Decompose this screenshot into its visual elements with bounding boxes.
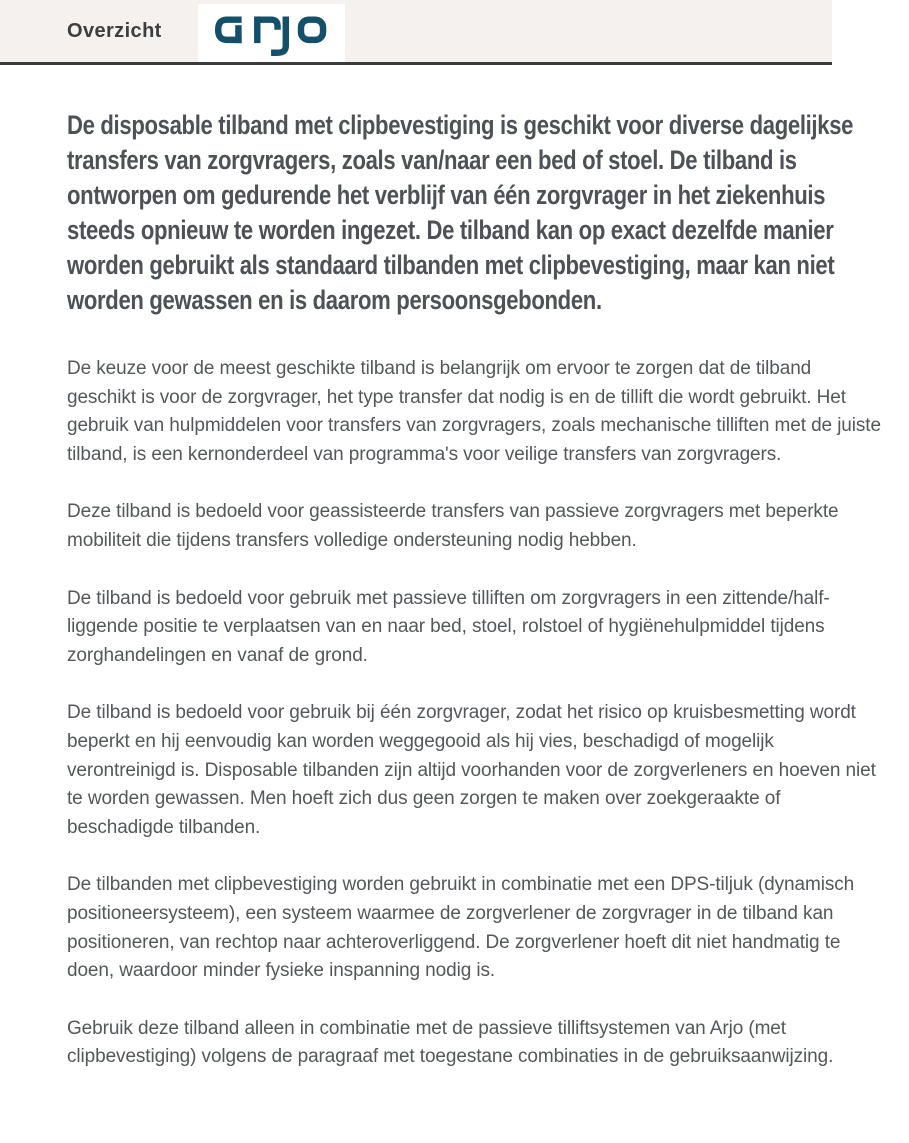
body-copy [67, 355, 909, 1072]
top-bar [0, 0, 832, 65]
paragraph-single-patient: De tilband is bedoeld voor gebruik bij één zorgvrager, zodat het risico op kruisbesmetting wordt beperkt en hij eenvoudig kan worden weggegooid als hij vies, beschadigd of mogelijk verontreinigd is. Disposable tilbanden zijn altijd voorhanden voor de zorgverleners en hoeven niet te worden gewassen. Men hoeft zich dus geen zorgen te maken over zoekgeraakte of beschadigde tilbanden. [67, 702, 876, 838]
paragraph-combination-note: Gebruik deze tilband alleen in combinatie met de passieve tilliftsystemen van Arjo (met clipbevestiging) volgens de paragraaf met toegestane combinaties in de gebruiksaanwijzing. [67, 1017, 834, 1068]
intro-heading: De disposable tilband met clipbevestiging is geschikt voor diverse dagelijkse transfers van zorgvragers, zoals van/naar een bed of stoel. De tilband is ontworpen om gedurende het verblijf van één zorgvrager in het ziekenhuis steeds opnieuw te worden ingezet. De tilband kan op exact dezelfde manier worden gebruikt als standaard tilbanden met clipbevestiging, maar kan niet worden gewassen en is daarom persoonsgebonden. [67, 110, 854, 315]
paragraph-sling-choice: De keuze voor de meest geschikte tilband is belangrijk om ervoor te zorgen dat de tilband geschikt is voor de zorgvrager, het type transfer dat nodig is en de tillift die wordt gebruikt. Het gebruik van hulpmiddelen voor transfers van zorgvragers, zoals mechanische tilliften met de juiste tilband, is een kernonderdeel van programma's voor veilige transfers van zorgvragers. [67, 358, 881, 465]
content [67, 65, 909, 1072]
arjo-logo[interactable] [198, 4, 345, 62]
paragraph-passive-lifts: De tilband is bedoeld voor gebruik met passieve tilliften om zorgvragers in een zittende/half-liggende positie te verplaatsen van en naar bed, stoel, rolstoel of hygiënehulpmiddel tijdens zorghandelingen en vanaf de grond. [67, 587, 830, 666]
arjo-logo-mark [213, 10, 331, 56]
nav-item-overzicht[interactable]: Overzicht [67, 19, 162, 42]
paragraph-dps-spreader-bar: De tilbanden met clipbevestiging worden gebruikt in combinatie met een DPS-tiljuk (dynamisch positioneersysteem), een systeem waarmee de zorgverlener de zorgvrager in de tilband kan positioneren, van rechtop naar achteroverliggend. De zorgverlener hoeft dit niet handmatig te doen, waardoor minder fysieke inspanning nodig is. [67, 874, 855, 982]
paragraph-intended-use: Deze tilband is bedoeld voor geassisteerde transfers van passieve zorgvragers met beperkte mobiliteit die tijdens transfers volledige ondersteuning nodig hebben. [67, 501, 839, 551]
